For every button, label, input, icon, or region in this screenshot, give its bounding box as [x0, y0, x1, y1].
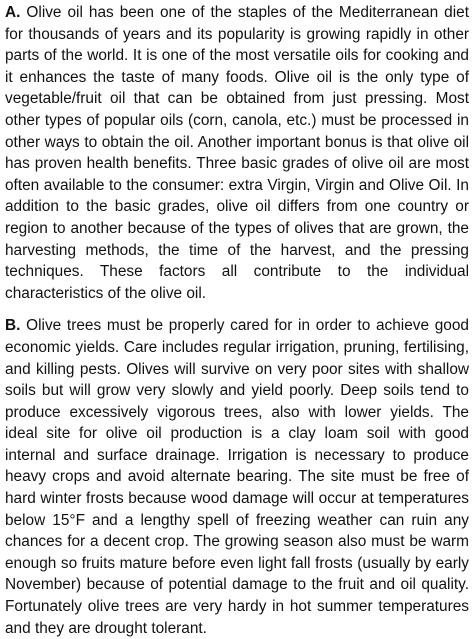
- paragraph-a-text: Olive oil has been one of the staples of the Mediterranean diet for thousands of years and its popularity is growing rapidly in other parts of the world. It is one of the most versatile oils for cooking and it enhances the taste of many foods. Olive oil is the only type of vegetable/fruit oil that can be obtained from just pressing. Most other types of popular oils (corn, canola, etc.) must be processed in other ways to obtain the oil. Another important bonus is that olive oil has proven health benefits. Three basic grades of olive oil are most often available to the consumer: extra Virgin, Virgin and Olive Oil. In addition to the basic grades, olive oil differs from one country or region to another because of the types of olives that are grown, the harvesting methods, the time of the harvest, and the pressing techniques. These factors all contribute to the individual characteristics of the olive oil.: [5, 4, 469, 302]
- paragraph-b-letter: B.: [5, 317, 21, 335]
- document-page: [5, 2, 469, 639]
- paragraph-b-text: Olive trees must be properly cared for in order to achieve good economic yields. Care includes regular irrigation, pruning, fertilising, and killing pests. Olives will survive on very poor sites with shallow soils but will grow very slowly and yield poorly. Deep soils tend to produce excessively vigorous trees, also with lower yields. The ideal site for olive oil production is a clay loam soil with good internal and surface drainage. Irrigation is necessary to produce heavy crops and avoid alternate bearing. The site must be free of hard winter frosts because wood damage will occur at temperatures below 15°F and a lengthy spell of freezing weather can ruin any chances for a decent crop. The growing season also must be warm enough so fruits mature before even light fall frosts (usually by early November) because of potential damage to the fruit and oil quality. Fortunately olive trees are very hardy in hot summer temperatures and they are drought tolerant.: [5, 317, 469, 637]
- paragraph-b: [5, 315, 469, 639]
- paragraph-a-letter: A.: [5, 4, 21, 21]
- paragraph-a: [5, 2, 469, 304]
